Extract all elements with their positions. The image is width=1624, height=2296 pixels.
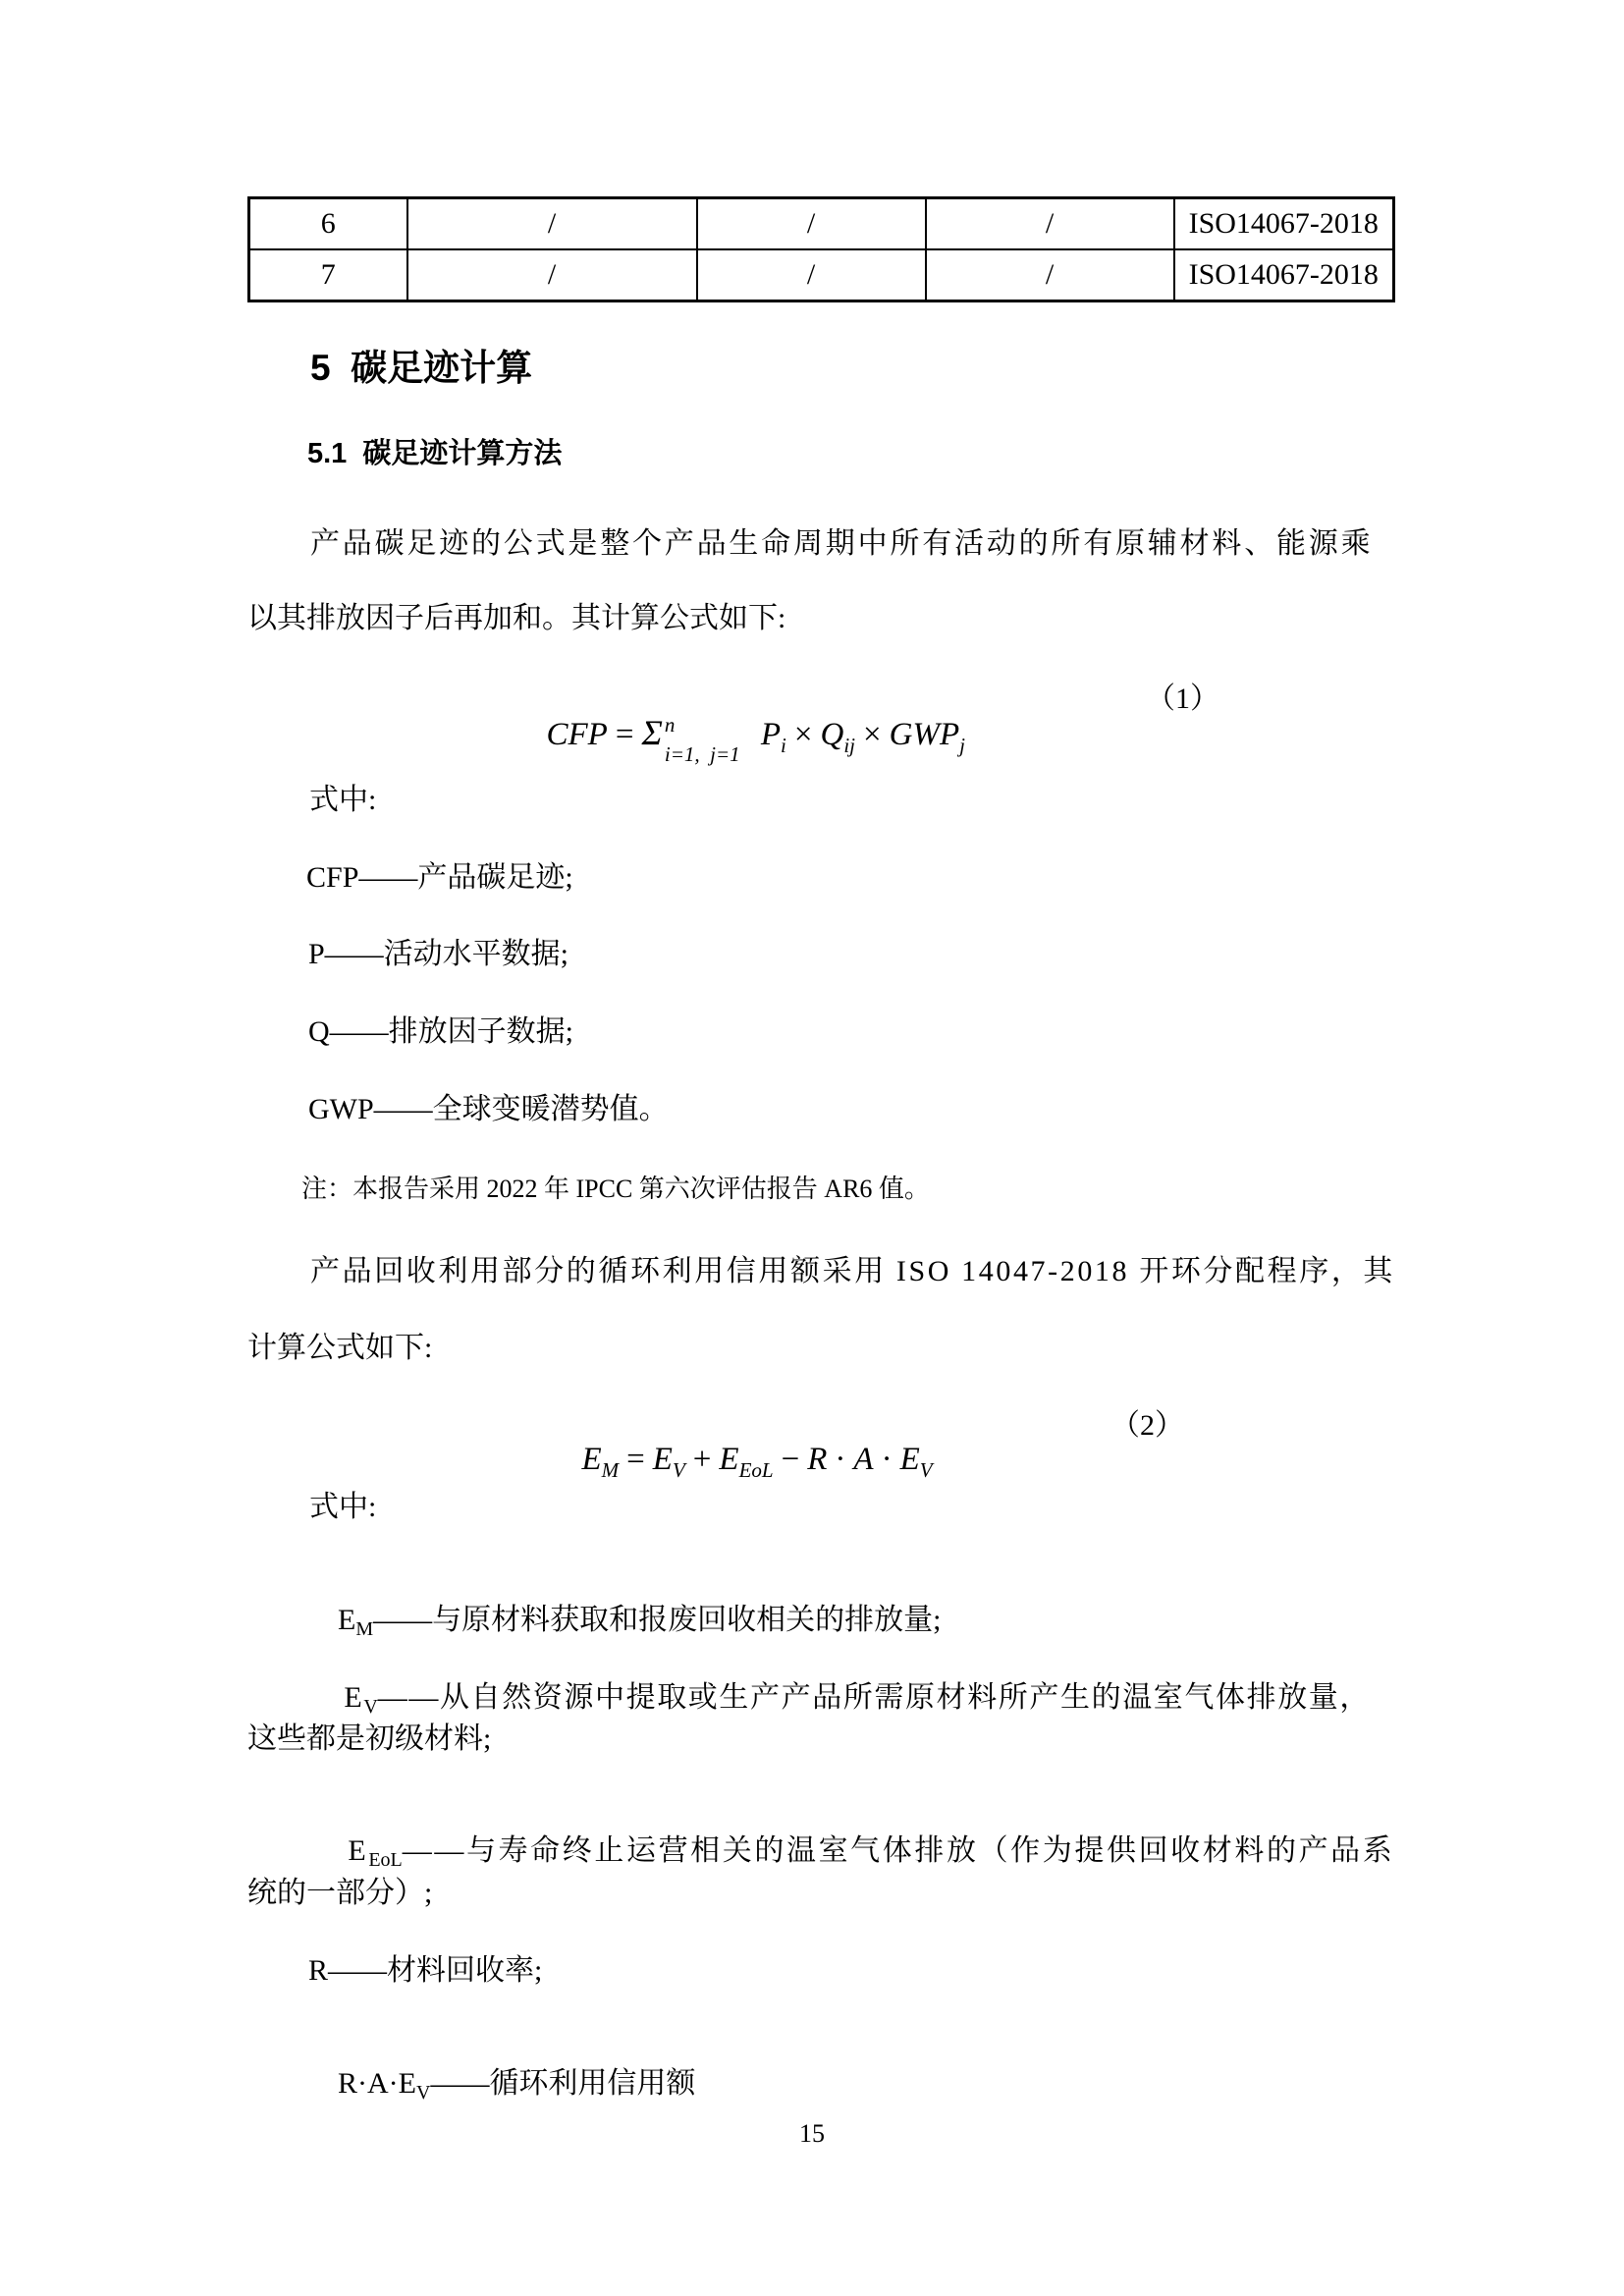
table-cell-index: 7 xyxy=(249,249,407,301)
formula-2-expression xyxy=(533,1406,933,1512)
formula-1-number: （1） xyxy=(1146,683,1219,715)
table-row xyxy=(249,198,1394,250)
where-label: 式中: xyxy=(309,784,377,816)
definition-line: GWP——全球变暖潜势值。 xyxy=(308,1093,669,1125)
definition-continuation-line: 统的一部分）; xyxy=(247,1877,433,1909)
paragraph-line: 产品回收利用部分的循环利用信用额采用 ISO 14047-2018 开环分配程序，其 xyxy=(310,1255,1396,1287)
table-cell: / xyxy=(926,198,1174,250)
continuation-table xyxy=(247,196,1395,302)
formula-term-gwp: GWP xyxy=(889,717,960,752)
symbol: R·A·E xyxy=(338,2067,416,2100)
definition-line xyxy=(308,1798,1394,1904)
minus-sign: − xyxy=(781,1442,800,1477)
table-cell-standard: ISO14067-2018 xyxy=(1174,249,1394,301)
formula-term-r: R xyxy=(807,1442,828,1477)
definition-text: ——与寿命终止运营相关的温室气体排放（作为提供回收材料的产品系 xyxy=(402,1834,1395,1867)
subscript-m: M xyxy=(601,1458,620,1482)
subscript-v: V xyxy=(672,1458,685,1482)
formula-term-em: E xyxy=(581,1442,602,1477)
table-cell: / xyxy=(697,249,926,301)
table-cell: / xyxy=(926,249,1174,301)
plus-sign: + xyxy=(692,1442,712,1477)
formula-term-eeol: E xyxy=(719,1442,739,1477)
definition-continuation-line: 这些都是初级材料; xyxy=(247,1722,492,1755)
subsection-heading: 5.1 碳足迹计算方法 xyxy=(307,438,563,469)
definition-line: R——材料回收率; xyxy=(308,1954,543,1987)
symbol-subscript: V xyxy=(415,2082,431,2104)
times-sign: × xyxy=(793,717,813,752)
sigma-symbol: Σ xyxy=(641,713,663,752)
formula-1-expression xyxy=(498,680,965,793)
definition-line: P——活动水平数据; xyxy=(308,938,569,970)
formula-term-cfp: CFP xyxy=(546,717,608,752)
paragraph-line: 计算公式如下: xyxy=(247,1332,433,1364)
table-cell: / xyxy=(407,249,697,301)
symbol-subscript: M xyxy=(355,1618,374,1640)
formula-1 xyxy=(0,680,1624,766)
formula-term-a: A xyxy=(853,1442,874,1477)
formula-term-ev: E xyxy=(652,1442,673,1477)
subscript-eol: EoL xyxy=(738,1458,774,1482)
sigma-limits xyxy=(663,713,761,766)
formula-term-ev2: E xyxy=(899,1442,920,1477)
formula-term-q: Q xyxy=(820,717,844,752)
paragraph-line: 产品碳足迹的公式是整个产品生命周期中所有活动的所有原辅材料、能源乘 xyxy=(310,527,1374,560)
subscript-ij: ij xyxy=(843,734,856,757)
equals-sign: = xyxy=(626,1442,645,1477)
sigma-upper-limit: n xyxy=(664,713,676,737)
definition-line: CFP——产品碳足迹; xyxy=(306,861,573,894)
subscript-i: i xyxy=(781,734,786,757)
table-cell-index: 6 xyxy=(249,198,407,250)
definition-text: ——与原材料获取和报废回收相关的排放量; xyxy=(373,1604,942,1636)
symbol: E xyxy=(348,1834,369,1867)
formula-2-number: （2） xyxy=(1110,1409,1184,1442)
times-sign: × xyxy=(863,717,882,752)
section-heading: 5 碳足迹计算 xyxy=(310,348,533,388)
symbol: E xyxy=(344,1681,364,1714)
dot-operator: · xyxy=(835,1442,846,1477)
definition-text: ——循环利用信用额 xyxy=(430,2067,696,2100)
note-line: 注：本报告采用 2022 年 IPCC 第六次评估报告 AR6 值。 xyxy=(301,1175,930,1203)
subscript-j: j xyxy=(959,734,965,757)
where-label: 式中: xyxy=(309,1491,377,1523)
equals-sign: = xyxy=(615,717,634,752)
subscript-v: V xyxy=(919,1458,933,1482)
table-cell: / xyxy=(697,198,926,250)
symbol-subscript: EoL xyxy=(368,1849,403,1871)
definition-line: Q——排放因子数据; xyxy=(308,1015,573,1048)
page-number: 15 xyxy=(799,2119,825,2148)
table-cell-standard: ISO14067-2018 xyxy=(1174,198,1394,250)
table-row xyxy=(249,249,1394,301)
symbol: E xyxy=(338,1604,356,1636)
table-cell: / xyxy=(407,198,697,250)
sigma-lower-limit: i=1, j=1 xyxy=(664,742,740,766)
dot-operator: · xyxy=(881,1442,893,1477)
paragraph-line: 以其排放因子后再加和。其计算公式如下: xyxy=(247,602,786,634)
formula-term-p: P xyxy=(760,717,782,752)
definition-text: ——从自然资源中提取或生产产品所需原材料所产生的温室气体排放量， xyxy=(377,1681,1371,1714)
formula-2 xyxy=(0,1406,1624,1482)
symbol-subscript: V xyxy=(363,1696,378,1718)
